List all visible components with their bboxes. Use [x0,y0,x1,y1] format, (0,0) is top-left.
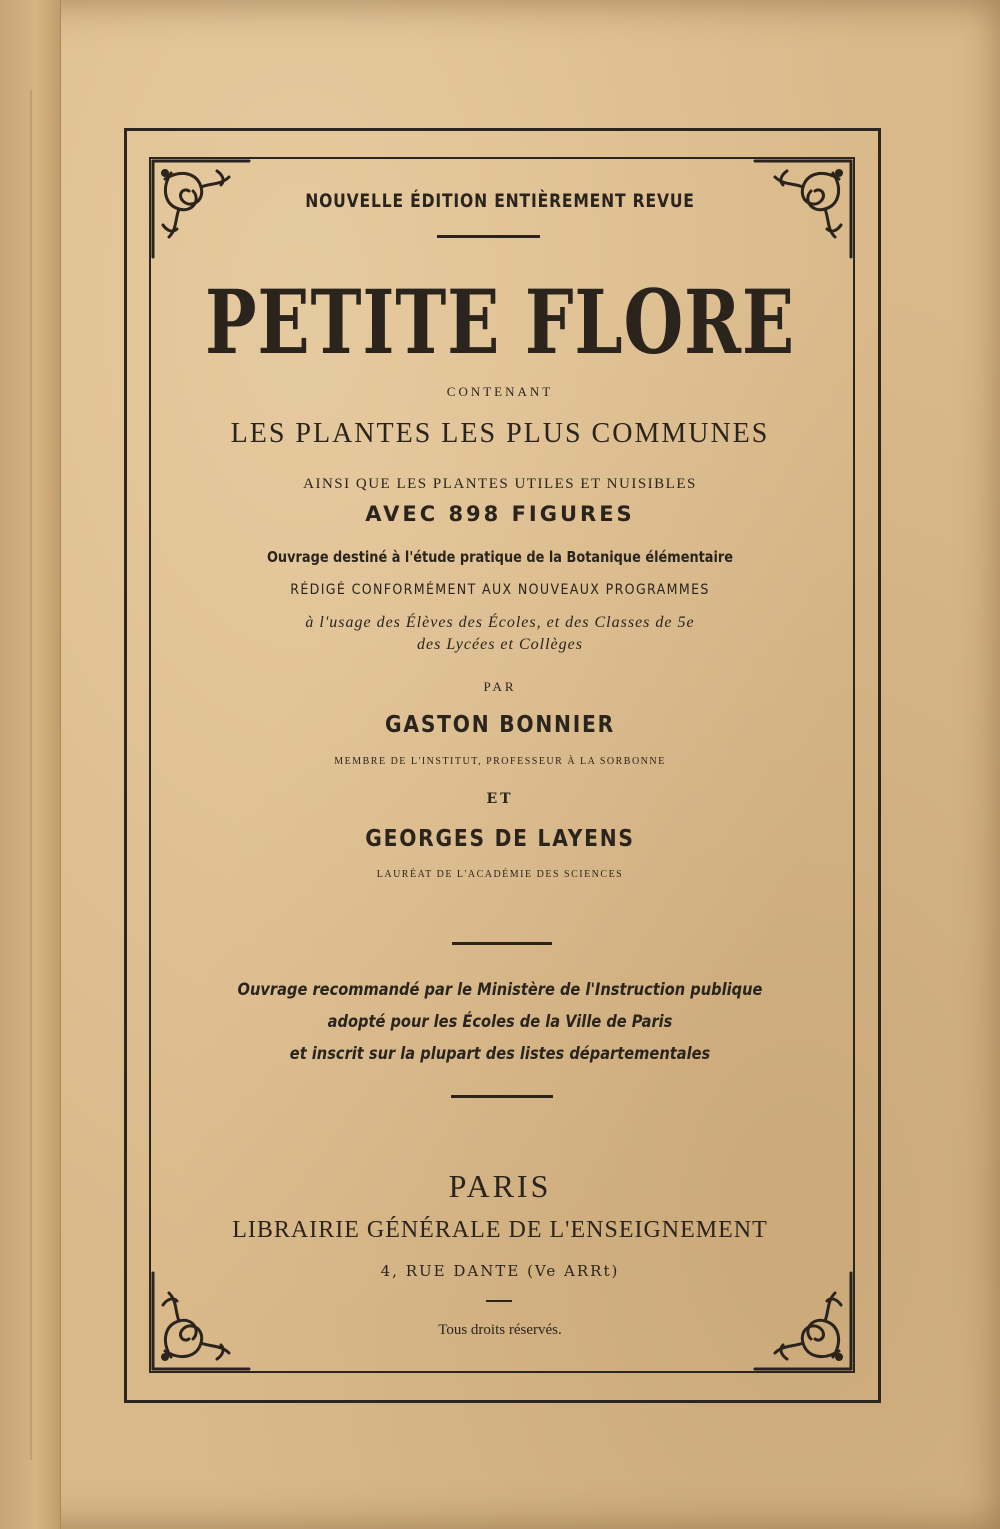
recommendation-line-1: Ouvrage recommandé par le Ministère de l'Instruction publique [237,980,763,1000]
author-name: GASTON BONNIER [385,712,615,738]
by-label: PAR [483,679,517,694]
author-role: MEMBRE DE L'INSTITUT, PROFESSEUR À LA SORBONNE [334,756,666,767]
divider [437,235,540,238]
book-title: PETITE FLORE [205,270,795,374]
author-name-2: GEORGES DE LAYENS [365,826,635,852]
programme-line: RÉDIGÉ CONFORMÉMENT AUX NOUVEAUX PROGRAMMES [290,582,710,598]
ornament-corner-icon [151,1271,251,1371]
rights-notice: Tous droits réservés. [438,1322,562,1338]
book-subtitle: LES PLANTES LES PLUS COMMUNES [230,418,770,449]
and-label: ET [486,791,514,807]
publisher-address: 4, RUE DANTE (Ve ARRt) [380,1262,620,1280]
purpose-line: Ouvrage destiné à l'étude pratique de la Botanique élémentaire [266,548,734,566]
divider [486,1300,512,1302]
ornament-corner-icon [753,1271,853,1371]
publisher-name: LIBRAIRIE GÉNÉRALE DE L'ENSEIGNEMENT [232,1217,768,1243]
audience-line-2: des Lycées et Collèges [417,636,583,653]
publisher-city: PARIS [448,1168,552,1204]
recommendation-line-3: et inscrit sur la plupart des listes départementales [289,1044,711,1064]
author-role-2: LAURÉAT DE L'ACADÉMIE DES SCIENCES [376,869,624,880]
subtitle-line: AINSI QUE LES PLANTES UTILES ET NUISIBLES [303,476,697,492]
spine-crease [30,90,32,1460]
figures-count: AVEC 898 FIGURES [365,502,635,526]
recommendation-line-2: adopté pour les Écoles de la Ville de Paris [327,1012,673,1032]
divider [451,1095,553,1098]
contenant-label: CONTENANT [446,384,554,399]
audience-line: à l'usage des Élèves des Écoles, et des Classes de 5e [305,614,695,631]
divider [452,942,552,945]
edition-note: NOUVELLE ÉDITION ENTIÈREMENT REVUE [305,190,695,212]
